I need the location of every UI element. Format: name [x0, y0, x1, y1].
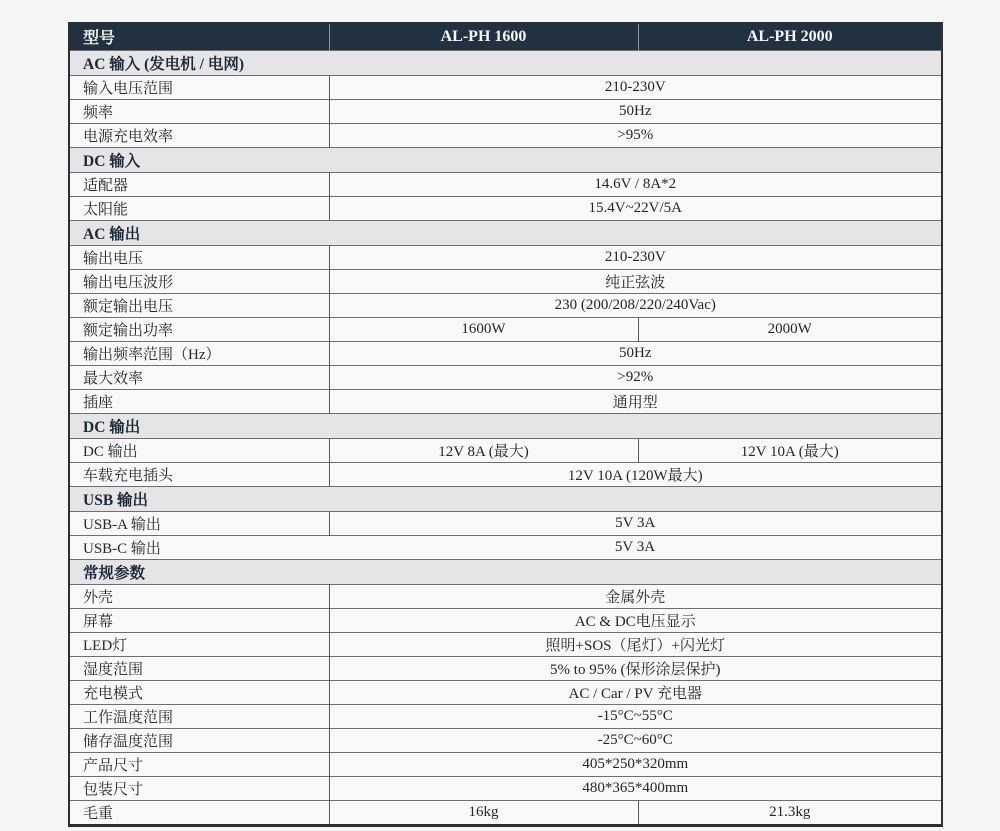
spec-table-body	[69, 50, 942, 825]
spec-row	[69, 462, 942, 486]
spec-value-model1: 16kg	[329, 800, 638, 825]
spec-label: DC 输出	[69, 438, 329, 462]
spec-row	[69, 535, 942, 559]
spec-row	[69, 75, 942, 99]
spec-value: >95%	[329, 123, 942, 147]
spec-value: 480*365*400mm	[329, 776, 942, 800]
spec-value: AC & DC电压显示	[329, 608, 942, 632]
spec-label: 湿度范围	[69, 656, 329, 680]
spec-value: AC / Car / PV 充电器	[329, 680, 942, 704]
header-model-2: AL-PH 2000	[638, 23, 942, 50]
spec-table-header	[69, 23, 942, 50]
spec-row	[69, 293, 942, 317]
spec-row	[69, 245, 942, 269]
spec-label: 额定输出电压	[69, 293, 329, 317]
spec-row	[69, 365, 942, 389]
spec-value: 通用型	[329, 389, 942, 413]
spec-value: 14.6V / 8A*2	[329, 172, 942, 196]
spec-value: 5V 3A	[329, 535, 942, 559]
spec-value: 230 (200/208/220/240Vac)	[329, 293, 942, 317]
spec-value: 金属外壳	[329, 584, 942, 608]
spec-value: -15°C~55°C	[329, 704, 942, 728]
spec-value: 5% to 95% (保形涂层保护)	[329, 656, 942, 680]
spec-value-model2: 21.3kg	[638, 800, 942, 825]
spec-label: 屏幕	[69, 608, 329, 632]
spec-value-model1: 1600W	[329, 317, 638, 341]
spec-label: 输出电压	[69, 245, 329, 269]
spec-row	[69, 800, 942, 825]
spec-label: 输出频率范围（Hz）	[69, 341, 329, 365]
spec-value: 210-230V	[329, 75, 942, 99]
spec-label: 工作温度范围	[69, 704, 329, 728]
section-row	[69, 50, 942, 75]
spec-row	[69, 680, 942, 704]
spec-value: 50Hz	[329, 341, 942, 365]
spec-value: 纯正弦波	[329, 269, 942, 293]
spec-row	[69, 99, 942, 123]
spec-label: USB-C 输出	[69, 535, 329, 559]
spec-value-model1: 12V 8A (最大)	[329, 438, 638, 462]
header-model-label: 型号	[83, 30, 116, 48]
header-model-1: AL-PH 1600	[329, 23, 638, 50]
spec-label: 产品尺寸	[69, 752, 329, 776]
spec-row	[69, 704, 942, 728]
spec-row	[69, 656, 942, 680]
spec-label: 外壳	[69, 584, 329, 608]
spec-row	[69, 511, 942, 535]
section-title: AC 输出	[69, 220, 942, 245]
spec-label: 频率	[69, 99, 329, 123]
spec-label: USB-A 输出	[69, 511, 329, 535]
spec-label: 车载充电插头	[69, 462, 329, 486]
spec-label: 插座	[69, 389, 329, 413]
spec-value: 12V 10A (120W最大)	[329, 462, 942, 486]
section-title: AC 输入 (发电机 / 电网)	[69, 50, 942, 75]
section-title: DC 输出	[69, 413, 942, 438]
spec-row	[69, 341, 942, 365]
spec-value: 5V 3A	[329, 511, 942, 535]
spec-row	[69, 584, 942, 608]
spec-label: 输入电压范围	[69, 75, 329, 99]
spec-label: LED灯	[69, 632, 329, 656]
spec-value: 照明+SOS（尾灯）+闪光灯	[329, 632, 942, 656]
spec-value: >92%	[329, 365, 942, 389]
spec-value-model2: 12V 10A (最大)	[638, 438, 942, 462]
spec-value: 210-230V	[329, 245, 942, 269]
spec-row	[69, 438, 942, 462]
section-row	[69, 413, 942, 438]
section-row	[69, 486, 942, 511]
section-row	[69, 559, 942, 584]
section-title: USB 输出	[69, 486, 942, 511]
spec-label: 额定输出功率	[69, 317, 329, 341]
spec-label: 太阳能	[69, 196, 329, 220]
spec-label: 输出电压波形	[69, 269, 329, 293]
spec-row	[69, 317, 942, 341]
spec-row	[69, 752, 942, 776]
spec-label: 电源充电效率	[69, 123, 329, 147]
spec-row	[69, 269, 942, 293]
section-row	[69, 220, 942, 245]
section-title: 常规参数	[69, 559, 942, 584]
spec-row	[69, 776, 942, 800]
header-row	[69, 23, 942, 50]
section-row	[69, 147, 942, 172]
spec-label: 毛重	[69, 800, 329, 825]
spec-row	[69, 123, 942, 147]
spec-row	[69, 172, 942, 196]
spec-row	[69, 632, 942, 656]
spec-value: 15.4V~22V/5A	[329, 196, 942, 220]
spec-row	[69, 728, 942, 752]
spec-row	[69, 389, 942, 413]
spec-value: 50Hz	[329, 99, 942, 123]
spec-value-model2: 2000W	[638, 317, 942, 341]
spec-label: 充电模式	[69, 680, 329, 704]
spec-label: 适配器	[69, 172, 329, 196]
spec-label: 最大效率	[69, 365, 329, 389]
spec-label: 储存温度范围	[69, 728, 329, 752]
section-title: DC 输入	[69, 147, 942, 172]
spec-value: 405*250*320mm	[329, 752, 942, 776]
spec-label: 包装尺寸	[69, 776, 329, 800]
spec-row	[69, 608, 942, 632]
spec-value: -25°C~60°C	[329, 728, 942, 752]
spec-table	[68, 22, 943, 827]
spec-row	[69, 196, 942, 220]
